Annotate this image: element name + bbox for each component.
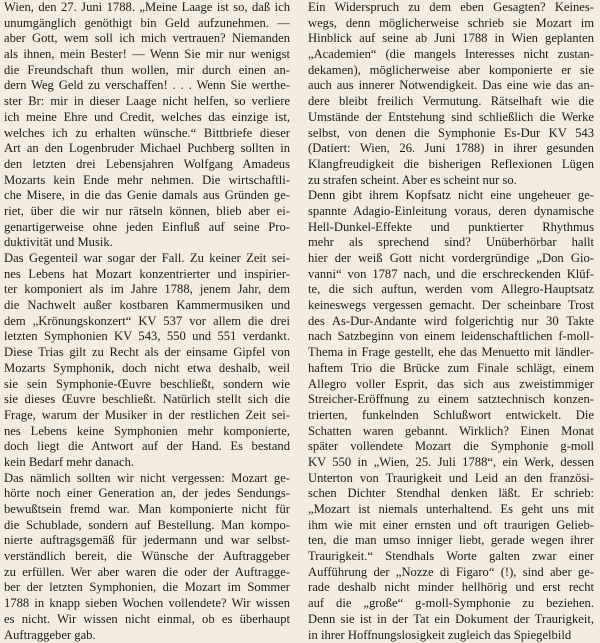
text-line: verständlich bereit, die Wünsche der Auftraggeber [4,549,290,565]
text-line: unumgänglich genöthigt bin Geld aufzunehmen. — [4,16,290,32]
text-line: später vollendete Mozart die Symphonie g-moll [308,439,594,455]
right-text-column [308,0,594,604]
text-line: sie dieses Œuvre beschließt. Natürlich stellt sich die [4,392,290,408]
text-line: Streicher-Eröffnung zu einem satztechnisch konzen- [308,392,594,408]
text-line: wegs, denn möglicherweise schrieb sie Mozart im [308,16,594,32]
text-line: selbst, von denen die Symphonie Es-Dur KV 543 [308,126,594,142]
text-line: den letzten drei Lebensjahren Wolfgang Amadeus [4,157,290,173]
text-line: die Schublade, sondern auf Bestellung. Man kompo- [4,518,290,534]
text-line: ten, die man umso inniger liebt, gerade wegen ihrer [308,533,594,549]
text-line: zu erfüllen. Wer aber waren die oder der Auftragge- [4,565,290,581]
text-line: die Nachwelt außer kostbaren Kammermusiken und [4,298,290,314]
text-line: „Academien“ (die mangels Interesses nicht zustan- [308,47,594,63]
text-line: ich meine Ehre und Credit, welches das einzige ist, [4,110,290,126]
text-line: Wien, den 27. Juni 1788. „Meine Laage ist so, daß ich [4,0,290,16]
text-line: nes Lebens hat Mozart konzentrierter und inspirier- [4,267,290,283]
text-line: te, die sich auftun, werden vom Allegro-Hauptsatz [308,282,594,298]
text-line: des As-Dur-Andante wird folgerichtig nur 30 Takte [308,314,594,330]
text-line: die Freundschaft thun wollen, mir durch einen an- [4,63,290,79]
text-line: genartigerweise ohne jeden Einfluß auf seine Pro- [4,220,290,236]
text-line: ter komponiert als im Jahre 1788, jenem Jahr, dem [4,282,290,298]
text-line: Ein Widerspruch zu dem eben Gesagten? Keines- [308,0,594,16]
text-line: dere bleibt freilich Vermutung. Rätselhaft wie die [308,94,594,110]
text-line: Klangfreudigkeit die bisherigen Reflexionen Lügen [308,157,594,173]
text-line: ster Br: mir in dieser Laage nicht helfen, so verliere [4,94,290,110]
text-line: Art an den Logenbruder Michael Puchberg sollten in [4,141,290,157]
text-line: Umstände der Entstehung sind schließlich die Werke [308,110,594,126]
text-line: als ihnen, mein Bester! — Wenn Sie mir nur wenigst [4,47,290,63]
text-line: duktivität und Musik. [4,235,290,251]
text-line: spannte Adagio-Einleitung voraus, deren dynamische [308,204,594,220]
text-line: hörte noch einer Generation an, der jedes Sendungs- [4,486,290,502]
text-line: doch liegt die Antwort auf der Hand. Es bestand [4,439,290,455]
left-text-column [4,0,290,604]
text-line: ihm wie mit einer ernsten und oft traurigen Gelieb- [308,518,594,534]
text-line: Unterton von Traurigkeit und Leid an den französi- [308,471,594,487]
text-line: keineswegs vergessen gemacht. Der scheinbare Trost [308,298,594,314]
text-line: che Misere, in die das Genie damals aus Gründen ge- [4,188,290,204]
text-line: nierte auftragsgemäß für jedermann und war selbst- [4,533,290,549]
text-line: welches ich zu erhalten wünsche.“ Bittbriefe dieser [4,126,290,142]
text-line: Frage, warum der Musiker in der restlichen Zeit sei- [4,408,290,424]
text-line: in ihrer Hoffnungslosigkeit zugleich das Spiegelbild [308,628,594,643]
text-line: Diese Trias gilt zu Recht als der einsame Gipfel von [4,345,290,361]
text-line: Das nämlich sollten wir nicht vergessen: Mozart ge- [4,471,290,487]
text-line: „Mozart ist niemals unterhaltend. Es geht uns mit [308,502,594,518]
text-line: Denn sie ist in der Tat ein Dokument der Traurigkeit, [308,612,594,628]
text-line: sie sein Symphonie-Œuvre beschließt, sondern wie [4,377,290,393]
text-line: mehr als sprechend sind? Unüberhörbar hallt [308,235,594,251]
text-line: trierten, funkelnden Schlußwort entwickelt. Die [308,408,594,424]
text-line: KV 550 in „Wien, 25. Juli 1788“, ein Werk, dessen [308,455,594,471]
text-line: (Datiert: Wien, 26. Juni 1788) in ihrer gesunden [308,141,594,157]
text-line: auch aus innerer Notwendigkeit. Das eine wie das an- [308,78,594,94]
text-line: dern Weg Geld zu verschaffen! . . . Wenn Sie werthe- [4,78,290,94]
text-line: Thema in Frage gestellt, ehe das Menuetto mit ländler- [308,345,594,361]
text-line: Aufführung der „Nozze di Figaro“ (!), sind aber ge- [308,565,594,581]
text-line: nach Satzbeginn von einem leidenschaftlichen f-moll- [308,329,594,345]
text-line: ber der letzten Symphonien, die Mozart im Sommer [4,580,290,596]
text-line: schen Dichter Stendhal denken läßt. Er schrieb: [308,486,594,502]
text-line: nes Lebens keine Symphonien mehr komponierte, [4,424,290,440]
text-line: dekamen), möglicherweise aber komponierte er sie [308,63,594,79]
text-line: dem „Krönungskonzert“ KV 537 vor allem die drei [4,314,290,330]
text-line: Mozarts kein Ende mehr nehmen. Die wirtschaftli- [4,173,290,189]
text-line: Auftraggeber gab. [4,628,290,643]
text-line: Hell-Dunkel-Effekte und punktierter Rhythmus [308,220,594,236]
text-line: zu strafen scheint. Aber es scheint nur so. [308,173,594,189]
text-line: vanni“ von 1787 nach, und die erschreckenden Klüf- [308,267,594,283]
text-line: auf die „große“ g-moll-Symphonie zu beziehen. [308,596,594,612]
text-line: rade deshalb nicht minder hellhörig und erst recht [308,580,594,596]
text-line: Das Gegenteil war sogar der Fall. Zu keiner Zeit sei- [4,251,290,267]
text-line: bewußtsein fremd war. Man komponierte nicht für [4,502,290,518]
text-line: Traurigkeit.“ Stendhals Worte galten zwar einer [308,549,594,565]
text-line: letzten Symphonien KV 543, 550 und 551 verdankt. [4,329,290,345]
text-line: aber Gott, wem soll ich mich vertrauen? Niemanden [4,31,290,47]
text-line: Denn gibt ihrem Kopfsatz nicht eine ungeheuer ge- [308,188,594,204]
text-line: hier der weiß Gott nicht vordergründige „Don Gio- [308,251,594,267]
text-line: Allegro voller Esprit, das sich aus zweistimmiger [308,377,594,393]
text-line: Hinblick auf seine ab Juni 1788 in Wien geplanten [308,31,594,47]
text-line: 1788 in knapp sieben Wochen vollendete? Wir wissen [4,596,290,612]
text-line: haftem Trio die Brücke zum Finale schlägt, einem [308,361,594,377]
text-line: Schatten waren gebannt. Wirklich? Einen Monat [308,424,594,440]
text-line: kein Bedarf mehr danach. [4,455,290,471]
text-line: es nicht. Wir wissen nicht einmal, ob es überhaupt [4,612,290,628]
text-line: riet, über die wir nur rätseln können, blieb aber ei- [4,204,290,220]
text-line: Mozarts Symphonik, doch nicht etwa deshalb, weil [4,361,290,377]
